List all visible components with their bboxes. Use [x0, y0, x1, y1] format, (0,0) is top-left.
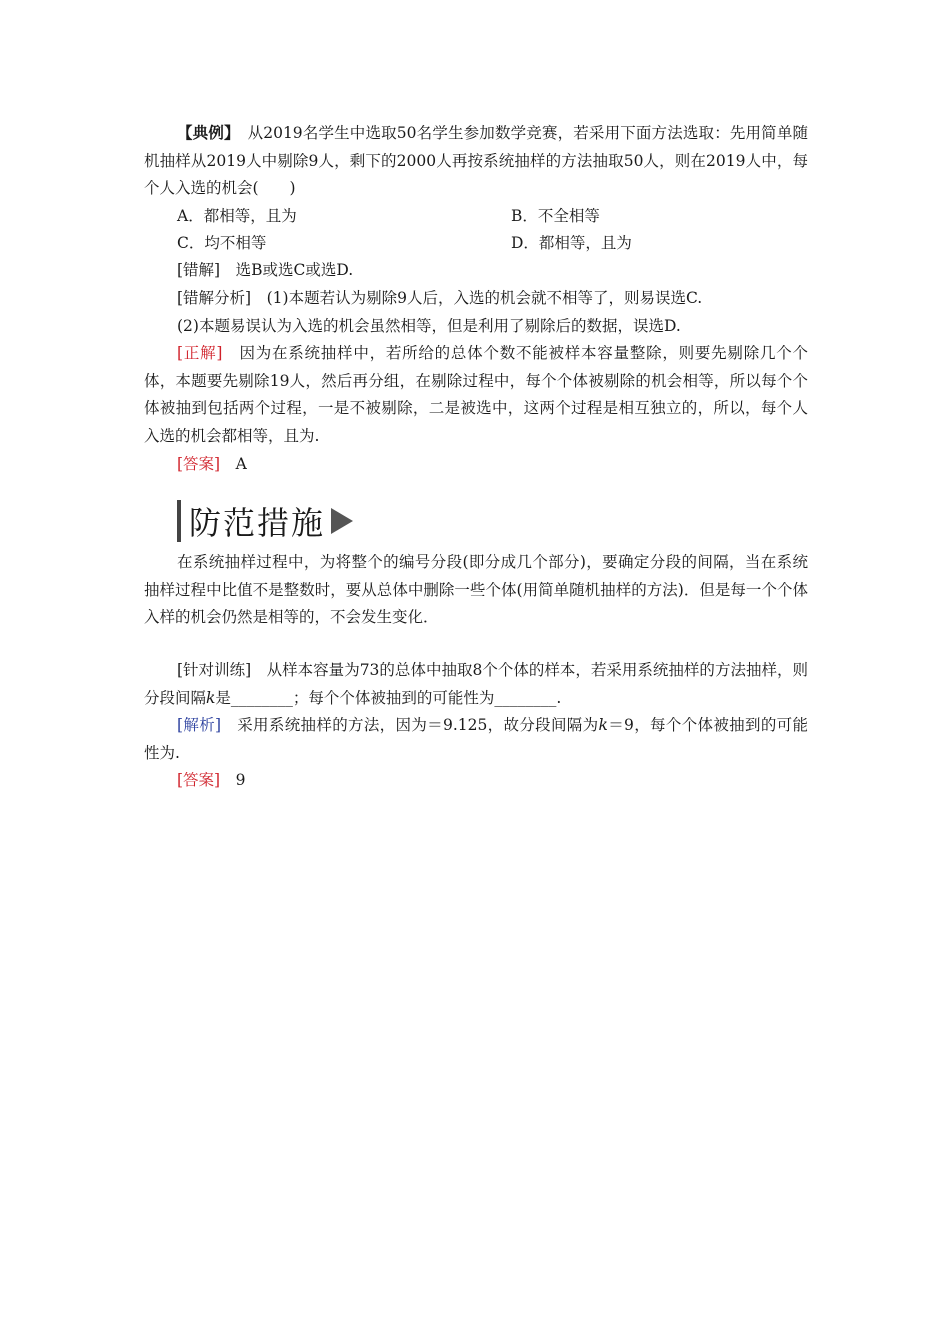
solution-paragraph — [144, 712, 808, 767]
example-paragraph — [144, 119, 808, 203]
training-text-1: 从样本容量为73的总体中抽取8个个体的样本，若采用系统抽样的方法抽样，则分段间隔 — [144, 661, 808, 707]
training-text-2: 是________；每个个体被抽到的可能性为________. — [215, 688, 562, 707]
prevention-text: 在系统抽样过程中，为将整个的编号分段(即分成几个部分)，要确定分段的间隔，当在系统抽样过程中比值不是整数时，要从总体中删除一些个体(用简单随机抽样的方法)．但是每一个个体入样的机会仍然是相等的，不会发生变化． — [144, 553, 808, 626]
answer-1-label: [答案] — [177, 455, 221, 473]
correct-solution — [144, 340, 808, 450]
wrong-label: [错解] — [177, 261, 221, 279]
answer-1-value: A — [235, 455, 247, 473]
options-row-1 — [177, 202, 807, 230]
triangle-right-icon — [331, 508, 353, 534]
correct-label: [正解] — [177, 344, 223, 362]
analysis-label: [错解分析] — [177, 289, 252, 307]
answer-2 — [144, 767, 808, 795]
answer-2-label: [答案] — [177, 771, 221, 789]
solution-k: k — [598, 716, 608, 734]
solution-text-1: 采用系统抽样的方法，因为＝9.125，故分段间隔为 — [237, 716, 599, 734]
options-row-2 — [177, 229, 807, 257]
analysis-text-1: (1)本题若认为剔除9人后，入选的机会就不相等了，则易误选C. — [266, 289, 703, 307]
training-k: k — [206, 688, 216, 707]
heading-text: 防范措施 — [189, 504, 326, 542]
option-b: B．不全相等 — [511, 207, 600, 225]
correct-text: 因为在系统抽样中，若所给的总体个数不能被样本容量整除，则要先剔除几个个体，本题要先剔除19人，然后再分组，在剔除过程中，每个个体被剔除的机会相等，所以每个个体被抽到包括两个过程，一是不被剔除，二是被选中，这两个过程是相互独立的，所以，每个人入选的机会都相等，且为. — [144, 344, 808, 445]
heading-bar — [177, 500, 181, 542]
wrong-text: 选B或选C或选D. — [235, 261, 354, 279]
option-c: C．均不相等 — [177, 234, 267, 252]
analysis-line-2 — [144, 313, 808, 341]
prevention-paragraph — [144, 549, 808, 632]
solution-label: [解析] — [177, 716, 222, 734]
wrong-solution — [144, 257, 808, 285]
example-text: 从2019名学生中选取50名学生参加数学竞赛，若采用下面方法选取：先用简单随机抽样从2019人中剔除9人，剩下的2000人再按系统抽样的方法抽取50人，则在2019人中，每个人入选的机会( ) — [144, 124, 808, 197]
option-a: A．都相等，且为 — [177, 207, 297, 225]
section-heading — [177, 498, 353, 544]
training-paragraph — [144, 657, 808, 712]
answer-1 — [144, 451, 808, 479]
training-label: [针对训练] — [177, 661, 252, 679]
analysis-text-2: (2)本题易误认为入选的机会虽然相等，但是利用了剔除后的数据，误选D. — [177, 317, 681, 335]
analysis-line-1 — [144, 285, 808, 313]
example-label: 【典例】 — [177, 123, 232, 142]
option-d: D．都相等，且为 — [511, 234, 632, 252]
solution-text-2: ＝9，每个个体被抽到的可能性为. — [144, 716, 808, 762]
answer-2-value: 9 — [235, 771, 246, 789]
